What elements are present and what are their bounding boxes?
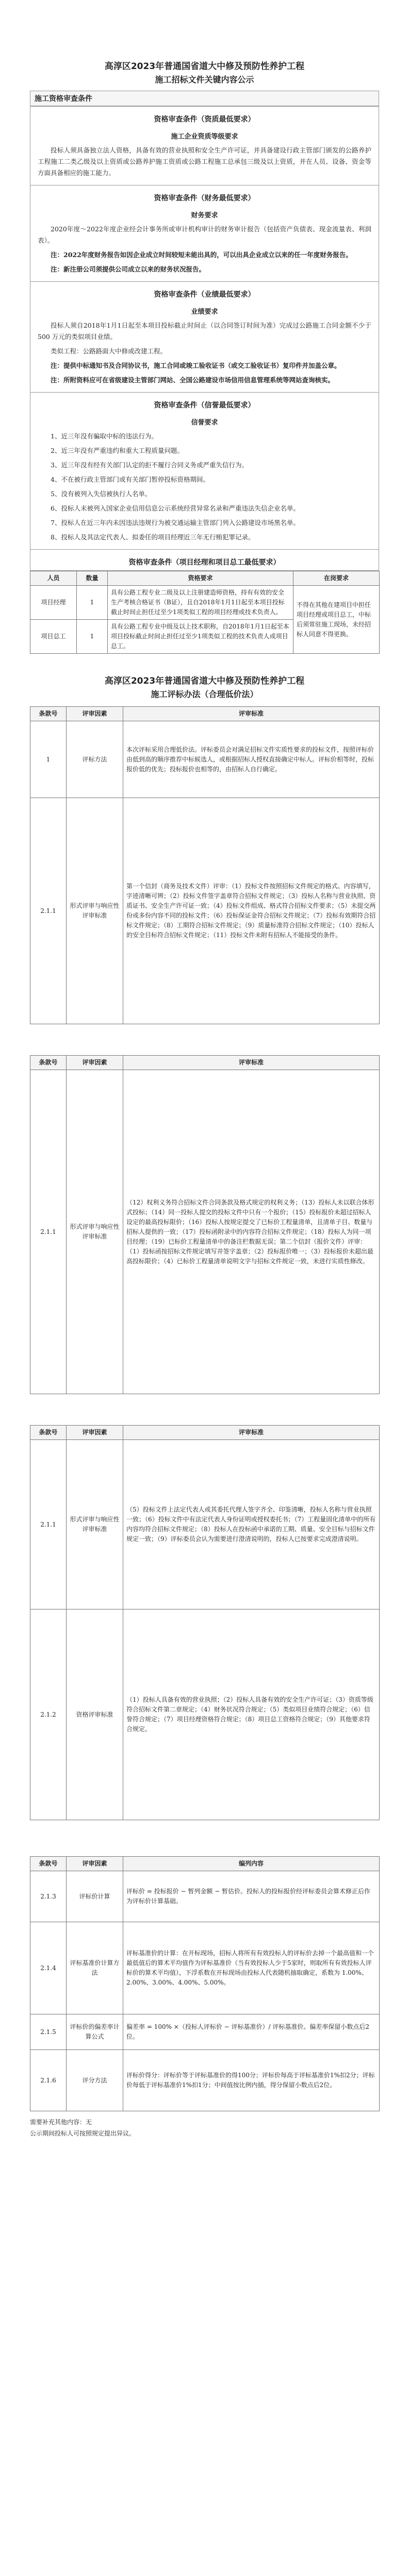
finance-text-1: 2020年度～2022年度企业经会计事务所或审计机构审计的财务审计报告（包括资产负债表、现金流量表、利润表）。 — [38, 225, 371, 244]
staff-col-role: 人员 — [30, 571, 77, 586]
table-row — [30, 1871, 380, 1922]
eval-std: （12）权利义务符合招标文件合同条款及格式规定的权利义务；（13）投标人未以联合体形式投标；（14）同一投标人提交的投标文件中只有一个报价；（15）投标报价未超过招标人设定的最高投标限价；（16）投标人按规定提交了已标价工程量清单，且清单子目、数量与招标人提供的一致；（17）投标函附录中的内容符合招标文件规定；（18）投标人为同一项目经理；（19）已标价工程量清单中的备注栏数据无误；第二个信封（报价文件）评审：（1）投标函按招标文件规定填写并签字盖章；（2）投标报价唯一；（3）投标报价未超出最高投标限价；（4）已标价工程量清单说明文字与招标文件规定一致，未进行实质性修改。 — [123, 1070, 380, 1394]
performance-note-2: 注：所附资料应可在省级建设主管部门网站、全国公路建设市场信用信息管理系统等网站查询核实。 — [51, 376, 335, 384]
finance-heading: 资格审查条件（财务最低要求） — [154, 194, 255, 202]
table-row — [30, 1440, 380, 1609]
table-row — [30, 1922, 380, 2014]
eval2-col-no: 条款号 — [30, 1056, 67, 1070]
doc-subtitle: 施工招标文件关键内容公示 — [155, 75, 254, 84]
eval3-col-std: 评审标准 — [123, 1426, 380, 1440]
credit-block — [30, 393, 379, 550]
eval3-col-factor: 评审因素 — [67, 1426, 123, 1440]
credit-subheading: 信誉要求 — [191, 419, 218, 427]
eval-factor: 形式评审与响应性评审标准 — [67, 798, 123, 1024]
performance-subheading: 业绩要求 — [191, 308, 218, 316]
staff-duty: 不得在其他在建项目中担任项目经理或项目总工，中标后须常驻施工现场，未经招标人同意不得更换。 — [293, 586, 380, 654]
qualification-text: 投标人须具备独立法人资格，具备有效的营业执照和安全生产许可证，并具备建设行政主管部门颁发的公路养护工程施工二类乙级及以上资质或公路养护施工资质或公路工程施工总承包三级及以上资质，并在人员、设备、资金等方面具备相应的施工能力。 — [38, 146, 371, 177]
eval-table-2 — [30, 1055, 380, 1394]
finance-note-1: 注：2022年度财务报告如因企业成立时间较短未能出具的，可以出具企业成立以来的任一年度财务报告。 — [51, 251, 352, 259]
eval-factor: 评标价的偏差率计算公式 — [67, 2014, 123, 2050]
credit-item: 4、不在被行政主管部门或有关部门暂停投标资格期间。 — [51, 476, 209, 483]
eval-no: 2.1.1 — [30, 1070, 67, 1394]
table-row — [30, 721, 380, 798]
credit-item: 5、没有被列入失信被执行人名单。 — [51, 490, 152, 498]
eval-factor: 评标价计算 — [67, 1871, 123, 1922]
eval-title: 高淳区2023年普通国省道大中修及预防性养护工程 — [104, 676, 305, 686]
eval-std: （1）投标人具备有效的营业执照；（2）投标人具备有效的安全生产许可证；（3）资质等级符合招标文件第二章规定；（4）财务状况符合规定；（5）类似项目业绩符合规定；（6）信誉符合规定；（7）项目经理资格符合规定；（8）项目总工资格符合规定；（9）其他要求符合规定。 — [123, 1609, 380, 1820]
staff-heading-block — [30, 550, 379, 571]
qualification-block — [30, 106, 379, 185]
eval-factor: 评标基准价计算方法 — [67, 1922, 123, 2014]
table-row — [30, 586, 380, 620]
eval-std: 评标价得分：评标价等于评标基准价的得100分；评标价每高于评标基准价1%扣2分；评标价每低于评标基准价1%扣1分；中间值按比例内插，得分保留小数点后2位。 — [123, 2050, 380, 2111]
credit-item: 8、投标人及其法定代表人、拟委任的项目经理近三年无行贿犯罪记录。 — [51, 533, 255, 541]
performance-block — [30, 282, 379, 393]
eval1-col-std: 评审标准 — [123, 707, 380, 721]
qualification-subheading: 施工企业资质等级要求 — [171, 133, 238, 141]
staff-role: 项目经理 — [30, 586, 77, 620]
staff-qty: 1 — [77, 620, 108, 654]
eval-factor: 形式评审与响应性评审标准 — [67, 1070, 123, 1394]
eval-no: 2.1.1 — [30, 1440, 67, 1609]
eval-no: 2.1.2 — [30, 1609, 67, 1820]
performance-text-2: 类似工程：公路路面大中修或改建工程。 — [51, 347, 167, 355]
finance-subheading: 财务要求 — [191, 212, 218, 219]
eval-factor: 评标方法 — [67, 721, 123, 798]
doc-title: 高淳区2023年普通国省道大中修及预防性养护工程 — [104, 61, 305, 72]
eval1-col-no: 条款号 — [30, 707, 67, 721]
staff-table — [30, 571, 380, 654]
note-line: 需要补充其他内容：无 — [30, 2119, 92, 2126]
eval2-col-std: 评审标准 — [123, 1056, 380, 1070]
table-row — [30, 1609, 380, 1820]
staff-qty: 1 — [77, 586, 108, 620]
eval-no: 2.1.6 — [30, 2050, 67, 2111]
performance-heading: 资格审查条件（业绩最低要求） — [154, 291, 255, 299]
eval2-col-factor: 评审因素 — [67, 1056, 123, 1070]
credit-heading: 资格审查条件（信誉最低要求） — [154, 401, 255, 410]
qualification-heading: 资格审查条件（资质最低要求） — [154, 115, 255, 124]
table-row — [30, 1070, 380, 1394]
table-row — [30, 798, 380, 1024]
eval-factor: 形式评审与响应性评审标准 — [67, 1440, 123, 1609]
eval-no: 2.1.5 — [30, 2014, 67, 2050]
eval-table-3 — [30, 1425, 380, 1820]
eval-table-1 — [30, 706, 380, 1024]
performance-text-1: 投标人须自2018年1月1日起至本项目投标截止时间止（以合同签订时间为准）完成过公路施工合同金额不少于 500 万元的类似项目业绩。 — [38, 321, 371, 341]
notes — [30, 2116, 379, 2139]
credit-item: 3、近三年没有经有关部门认定的拒不履行合同义务或严重失信行为。 — [51, 461, 248, 469]
staff-col-duty: 在岗要求 — [293, 571, 380, 586]
eval-no: 2.1.1 — [30, 798, 67, 1024]
eval-std: （5）投标文件上法定代表人或其委托代理人签字齐全、印鉴清晰，投标人名称与营业执照一致；（6）投标文件中有法定代表人身份证明或授权委托书；（7）工程量固化清单中的所有内容均符合招标文件规定；（8）投标人在投标函中承诺的工期、质量、安全目标与招标文件规定一致；（9）评标委员会认为需要进行澄清说明的，投标人已按要求完成澄清说明。 — [123, 1440, 380, 1609]
table-row — [30, 2014, 380, 2050]
credit-item: 7、投标人在近三年内未因违法违规行为被交通运输主管部门列入公路建设市场黑名单。 — [51, 519, 300, 527]
performance-note-1: 注：提供中标通知书及合同协议书，施工合同或竣工验收证书（或交工验收证书）复印件并加盖公章。 — [51, 362, 341, 369]
eval1-col-factor: 评审因素 — [67, 707, 123, 721]
finance-note-2: 注：新注册公司须提供公司成立以来的财务状况报告。 — [51, 265, 206, 273]
eval-std: 评标价 = 投标报价 − 暂列金额 − 暂估价。投标人的投标报价经评标委员会算术修正后作为评标价计算基础。 — [123, 1871, 380, 1922]
eval4-col-no: 条款号 — [30, 1857, 67, 1871]
staff-role: 项目总工 — [30, 620, 77, 654]
finance-block — [30, 185, 379, 282]
eval-factor: 评分方法 — [67, 2050, 123, 2111]
credit-item: 1、近三年没有骗取中标的违法行为。 — [51, 432, 158, 440]
eval-std: 偏差率 = 100% ×（投标人评标价 − 评标基准价）/ 评标基准价。偏差率保留小数点后2位。 — [123, 2014, 380, 2050]
eval-std: 本次评标采用合理低价法。评标委员会对满足招标文件实质性要求的投标文件，按照评标价由低到高的顺序推荐中标候选人，或根据招标人授权直接确定中标人。评标价相等时，投标报价低的优先；投标报价也相等的，由招标人自行确定。 — [123, 721, 380, 798]
eval-no: 2.1.3 — [30, 1871, 67, 1922]
eval-no: 1 — [30, 721, 67, 798]
staff-req: 具有公路工程专业中级及以上技术职称，自2018年1月1日起至本项目投标截止时间止担任过至少1项类似工程的技术负责人或项目总工。 — [108, 620, 293, 654]
staff-heading: 资格审查条件（项目经理和项目总工最低要求） — [128, 558, 281, 567]
eval4-col-std: 编列内容 — [123, 1857, 380, 1871]
eval-subtitle: 施工评标办法（合理低价法） — [151, 689, 258, 699]
eval4-col-factor: 评审因素 — [67, 1857, 123, 1871]
eval-std: 评标基准价的计算：在开标现场，招标人将所有有效投标人的评标价去掉一个最高值和一个最低值后的算术平均值作为评标基准价（当有效投标人少于5家时，则取所有有效投标人评标价的算术平均值），下浮系数在开标现场由投标人代表随机抽取确定，系数为 1.00%、2.00%、3.00%、4.00%、5.00%。 — [123, 1922, 380, 2014]
section-heading-qualification: 施工资格审查条件 — [30, 91, 379, 106]
staff-col-qty: 数量 — [77, 571, 108, 586]
eval-no: 2.1.4 — [30, 1922, 67, 2014]
eval-factor: 资格评审标准 — [67, 1609, 123, 1820]
credit-item: 2、近三年没有严重违约和重大工程质量问题。 — [51, 447, 184, 454]
credit-item: 6、投标人未被列入国家企业信用信息公示系统经营异常名录和严重违法失信企业名单。 — [51, 504, 300, 512]
eval-table-4 — [30, 1856, 380, 2111]
staff-col-req: 资格要求 — [108, 571, 293, 586]
table-row — [30, 2050, 380, 2111]
eval-std: 第一个信封（商务及技术文件）评审：（1）投标文件按照招标文件规定的格式、内容填写，字迹清晰可辨；（2）投标文件签字盖章符合招标文件规定；（3）投标人名称与营业执照、资质证书、安全生产许可证一致；（4）投标文件组成、格式符合招标文件要求；（5）未提交两份或多份内容不同的投标文件；（6）投标保证金符合招标文件规定；（7）投标有效期符合招标文件规定；（8）工期符合招标文件规定；（9）质量标准符合招标文件规定；（10）投标人的安全目标符合招标文件规定；（11）投标文件未附有招标人不能接受的条件。 — [123, 798, 380, 1024]
eval3-col-no: 条款号 — [30, 1426, 67, 1440]
note-line: 公示期间投标人可按照规定提出异议。 — [30, 2130, 136, 2137]
staff-req: 具有公路工程专业二级及以上注册建造师资格，持有有效的安全生产考核合格证书（B证），且自2018年1月1日起至本项目投标截止时间止担任过至少1项类似工程的项目经理或技术负责人。 — [108, 586, 293, 620]
